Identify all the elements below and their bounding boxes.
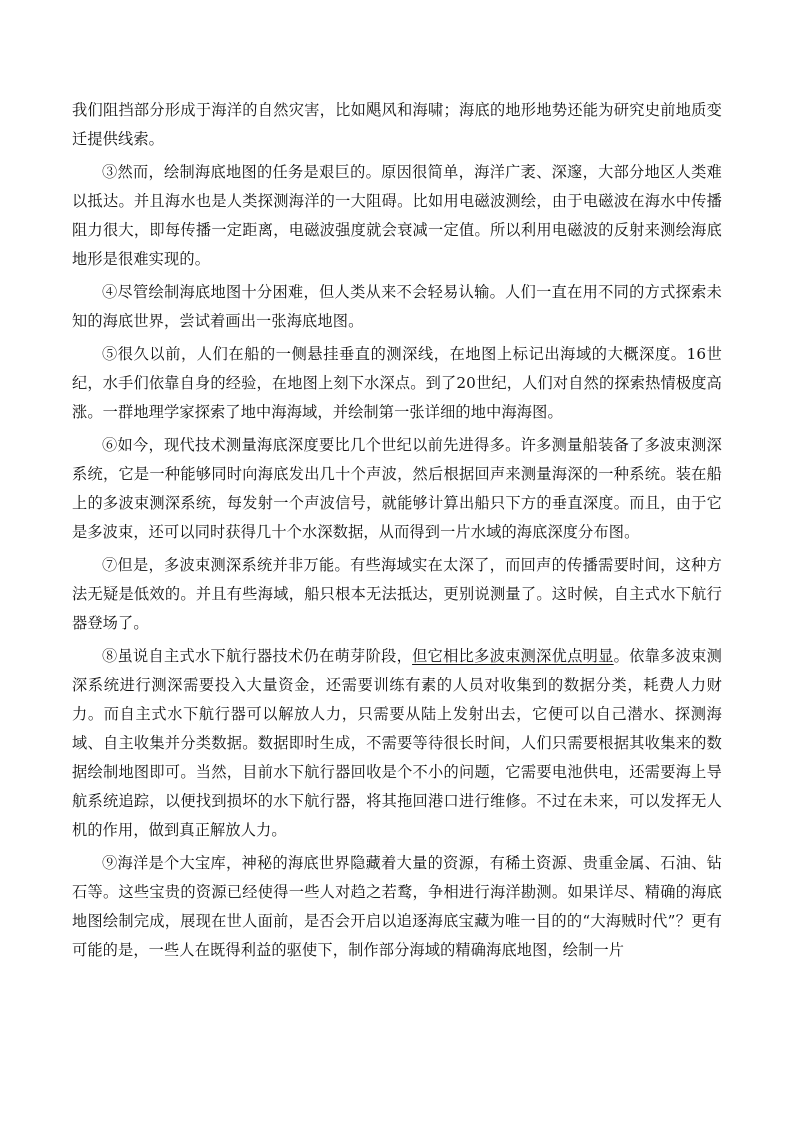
paragraph-9: ⑨海洋是个大宝库，神秘的海底世界隐藏着大量的资源，有稀土资源、贵重金属、石油、钻石等。这些宝贵的资源已经使得一些人对趋之若鹜，争相进行海洋勘测。如果详尽、精确的海底地图绘制完成，展现在世人面前，是否会开启以追逐海底宝藏为唯一目的的“大海贼时代”？更有可能的是，一些人在既得利益的驱使下，制作部分海域的精确海底地图，绘制一片 [72,854,722,959]
paragraph-continued: 我们阻挡部分形成于海洋的自然灾害，比如飓风和海啸；海底的地形地势还能为研究史前地质变迁提供线索。 [72,101,722,148]
paragraph-8-text-after: 。依靠多波束测深系统进行测深需要投入大量资金，还需要训练有素的人员对收集到的数据分类，耗费人力财力。而自主式水下航行器可以解放人力，只需要从陆上发射出去，它便可以自己潜水、探测海域、自主收集并分类数据。数据即时生成，不需要等待很长时间，人们只需要根据其收集来的数据绘制地图即可。当然，目前水下航行器回收是个不小的问题，它需要电池供电，还需要海上导航系统追踪，以便找到损坏的水下航行器，将其拖回港口进行维修。不过在未来，可以发挥无人机的作用，做到真正解放人力。 [72,647,723,839]
paragraph-8-text-before: ⑧虽说自主式水下航行器技术仍在萌芽阶段， [102,647,413,665]
document-page [72,96,722,969]
paragraph-7: ⑦但是，多波束测深系统并非万能。有些海域实在太深了，而回声的传播需要时间，这种方法无疑是低效的。并且有些海域，船只根本无法抵达，更别说测量了。这时候，自主式水下航行器登场了。 [72,556,722,632]
paragraph-6: ⑥如今，现代技术测量海底深度要比几个世纪以前先进得多。许多测量船装备了多波束测深系统，它是一种能够同时向海底发出几十个声波，然后根据回声来测量海深的一种系统。装在船上的多波束测深系统，每发射一个声波信号，就能够计算出船只下方的垂直深度。而且，由于它是多波束，还可以同时获得几十个水深数据，从而得到一片水域的海底深度分布图。 [72,436,722,541]
paragraph-3: ③然而，绘制海底地图的任务是艰巨的。原因很简单，海洋广袤、深邃，大部分地区人类难以抵达。并且海水也是人类探测海洋的一大阻碍。比如用电磁波测绘，由于电磁波在海水中传播阻力很大，即每传播一定距离，电磁波强度就会衰减一定值。所以利用电磁波的反射来测绘海底地形是很难实现的。 [72,163,722,268]
underlined-sentence: 但它相比多波束测深优点明显 [412,647,614,665]
paragraph-5: ⑤很久以前，人们在船的一侧悬挂垂直的测深线，在地图上标记出海域的大概深度。16世纪，水手们依靠自身的经验，在地图上刻下水深点。到了20世纪，人们对自然的探索热情极度高涨。一群地理学家探索了地中海海域，并绘制第一张详细的地中海海图。 [72,345,722,421]
paragraph-4: ④尽管绘制海底地图十分困难，但人类从来不会轻易认输。人们一直在用不同的方式探索未知的海底世界，尝试着画出一张海底地图。 [72,283,722,330]
paragraph-8 [72,642,722,845]
